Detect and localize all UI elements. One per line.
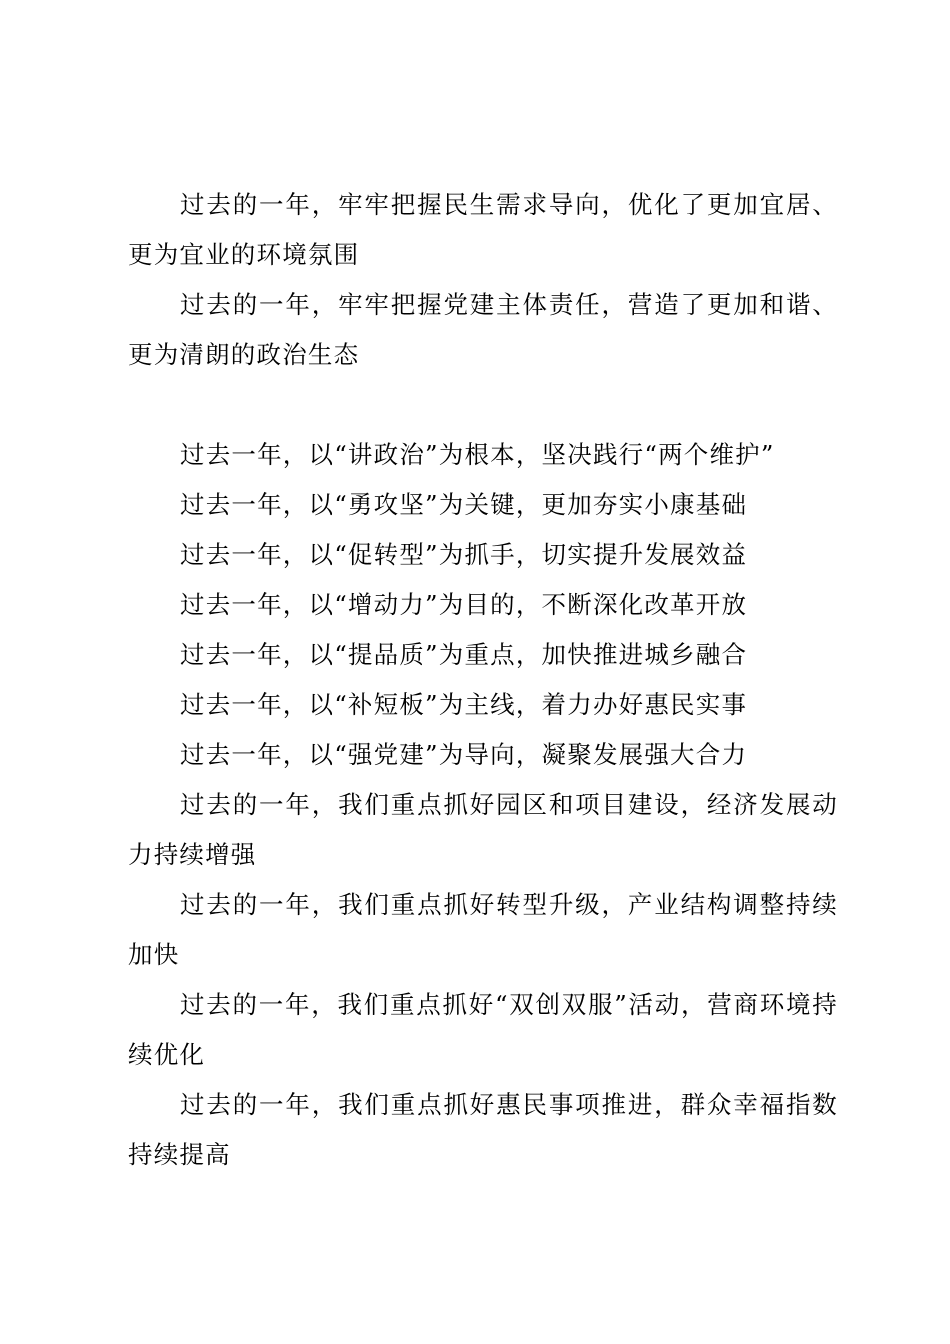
- paragraph: 过去一年，以“补短板”为主线，着力办好惠民实事: [180, 690, 748, 719]
- paragraph: 过去的一年，牢牢把握党建主体责任，营造了更加和谐、更为清朗的政治生态: [128, 290, 838, 369]
- paragraph: 过去一年，以“强党建”为导向，凝聚发展强大合力: [180, 740, 748, 769]
- paragraph: 过去一年，以“勇攻坚”为关键，更加夯实小康基础: [180, 490, 748, 519]
- paragraph: 过去一年，以“提品质”为重点，加快推进城乡融合: [180, 640, 748, 669]
- paragraph: 过去一年，以“促转型”为抓手，切实提升发展效益: [180, 540, 748, 569]
- paragraph: 过去一年，以“增动力”为目的，不断深化改革开放: [180, 590, 748, 619]
- paragraph: 过去的一年，我们重点抓好惠民事项推进，群众幸福指数持续提高: [128, 1090, 838, 1169]
- paragraph: 过去的一年，我们重点抓好“双创双服”活动，营商环境持续优化: [128, 990, 838, 1069]
- paragraph: 过去的一年，牢牢把握民生需求导向，优化了更加宜居、更为宜业的环境氛围: [128, 190, 838, 269]
- paragraph: 过去的一年，我们重点抓好园区和项目建设，经济发展动力持续增强: [128, 790, 838, 869]
- paragraph: 过去一年，以“讲政治”为根本，坚决践行“两个维护”: [180, 440, 775, 469]
- paragraph: 过去的一年，我们重点抓好转型升级，产业结构调整持续加快: [128, 890, 838, 969]
